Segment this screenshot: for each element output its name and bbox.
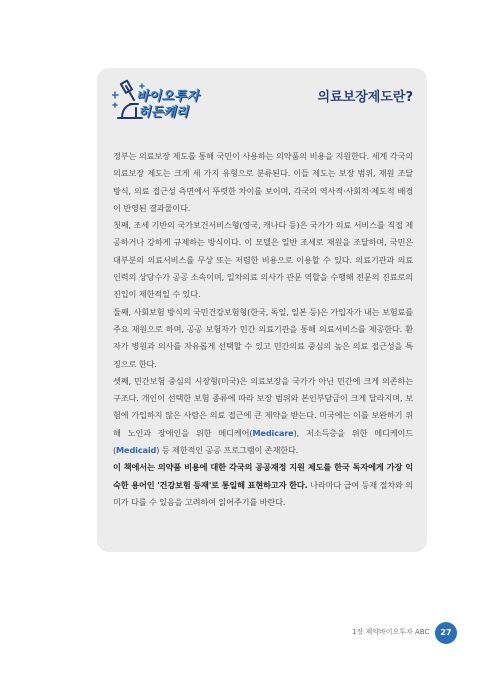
paragraph-first-type: 첫째, 조세 기반의 국가보건서비스형(영국, 캐나다 등)은 국가가 의료 서비스를 직접 제공하거나 강하게 규제하는 방식이다. 이 모델은 일반 조세로 재원을 조달하며, 국민은 대부분의 의료서비스를 무상 또는 저렴한 비용으로 이용할 수 있다. 의료기관과 의료 인력의 상당수가 공공 소속이며, 일차의료 의사가 관문 역할을 수행해 전문의 진료로의 진입이 제한적일 수 있다. [113,220,413,300]
paragraph-second-type: 둘째, 사회보험 방식의 국민건강보험형(한국, 독일, 일본 등)은 가입자가 내는 보험료를 주요 재원으로 하며, 공공 보험자가 민간 의료기관을 통해 의료서비스를 제공한다. 환자가 병원과 의사를 자유롭게 선택할 수 있고 민간의료 중심의 높은 의료 접근성을 특징으로 한다. [113,306,413,369]
logo-text-line1: 바이오투자 [136,89,199,104]
paragraph-intro: 정부는 의료보장 제도를 통해 국민이 사용하는 의약품의 비용을 지원한다. 세계 각국의 의료보장 제도는 크게 세 가지 유형으로 분류된다. 이들 제도는 보장 범위, 재원 조달 방식, 의료 접근성 측면에서 뚜렷한 차이를 보이며, 각국의 역사적·사회적·제도적 배경이 반영된 결과물이다. [113,151,413,213]
paragraph-conclusion [113,459,413,511]
paragraph-third-type [113,373,413,459]
box-title: 의료보장제도란? [317,90,413,105]
info-box [97,68,427,552]
logo [112,78,232,122]
paragraph-third-type-text-b: ), 저소득층을 위한 메디케이드( [113,427,414,456]
conclusion-bold-text: 이 책에서는 의약품 비용에 대한 각국의 공공재정 지원 제도를 한국 독자에게 가장 익숙한 용어인 '건강보험 등재'로 통일해 표현하고자 한다. [113,462,413,490]
conclusion-rest-text: 나라마다 급여 등재 절차와 의미가 다를 수 있음을 고려하여 읽어주기를 바란다. [113,479,414,507]
paragraph-third-type-text-c: ) 등 제한적인 공공 프로그램이 존재한다. [156,445,299,456]
page-number: 27 [435,622,457,644]
logo-text-line2: 히든캐리 [138,105,189,120]
medicaid-term: Medicaid [116,445,157,456]
paragraph-third-type-text-a: 셋째, 민간보험 중심의 시장형(미국)은 의료보장을 국가가 아닌 민간에 크게 의존하는 구조다. 개인이 선택한 보험 종류에 따라 보장 범위와 본인부담금이 크게 달라지며, 보험에 가입하지 않은 사람은 의료 접근에 큰 제약을 받는다. 미국에는 이를 보완하기 위해 노인과 장애인을 위한 메디케어( [113,375,413,438]
info-box-header [97,68,427,130]
body-text [113,148,413,511]
medicare-term: Medicare [252,427,294,438]
running-footer: 1장 제약바이오투자 ABC [352,628,430,636]
